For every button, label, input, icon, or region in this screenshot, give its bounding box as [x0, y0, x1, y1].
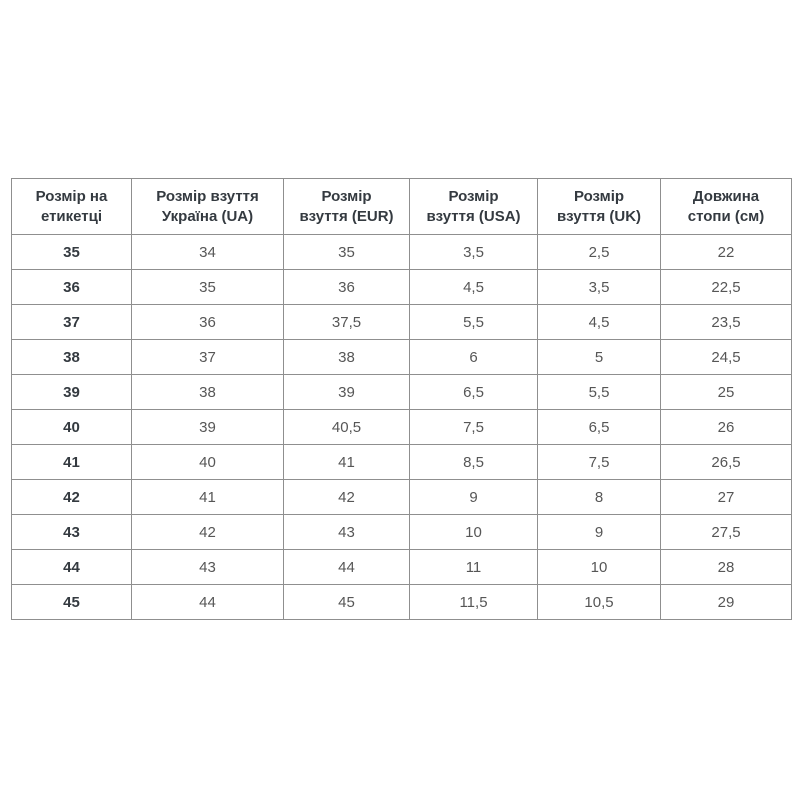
shoe-size-table — [11, 178, 792, 620]
label-size-cell: 45 — [12, 585, 132, 620]
column-header-line2: Україна (UA) — [161, 207, 254, 225]
column-header — [284, 179, 410, 235]
size-value-cell: 5 — [538, 340, 661, 375]
column-header-line2: стопи (см) — [687, 207, 765, 225]
table-row — [12, 305, 792, 340]
size-value-cell: 6,5 — [538, 410, 661, 445]
column-header-line1: Розмір — [448, 188, 499, 205]
size-value-cell: 3,5 — [410, 235, 538, 270]
size-value-cell: 26,5 — [661, 445, 792, 480]
size-value-cell: 41 — [284, 445, 410, 480]
size-value-cell: 6,5 — [410, 375, 538, 410]
column-header-line1: Розмір — [573, 188, 625, 205]
table-row — [12, 270, 792, 305]
table-row — [12, 445, 792, 480]
size-value-cell: 22 — [661, 235, 792, 270]
size-value-cell: 39 — [284, 375, 410, 410]
size-value-cell: 41 — [132, 480, 284, 515]
label-size-cell: 36 — [12, 270, 132, 305]
size-value-cell: 38 — [132, 375, 284, 410]
size-value-cell: 28 — [661, 550, 792, 585]
label-size-cell: 38 — [12, 340, 132, 375]
table-row — [12, 340, 792, 375]
size-value-cell: 44 — [132, 585, 284, 620]
label-size-cell: 41 — [12, 445, 132, 480]
table-row — [12, 515, 792, 550]
size-value-cell: 9 — [538, 515, 661, 550]
column-header — [132, 179, 284, 235]
size-value-cell: 43 — [284, 515, 410, 550]
size-value-cell: 40 — [132, 445, 284, 480]
size-value-cell: 11 — [410, 550, 538, 585]
size-value-cell: 37 — [132, 340, 284, 375]
label-size-cell: 44 — [12, 550, 132, 585]
size-value-cell: 6 — [410, 340, 538, 375]
size-table-head — [12, 179, 792, 235]
size-value-cell: 25 — [661, 375, 792, 410]
size-value-cell: 24,5 — [661, 340, 792, 375]
size-value-cell: 44 — [284, 550, 410, 585]
size-value-cell: 2,5 — [538, 235, 661, 270]
size-value-cell: 7,5 — [410, 410, 538, 445]
column-header — [661, 179, 792, 235]
column-header-line1: Розмір — [321, 188, 372, 205]
size-value-cell: 22,5 — [661, 270, 792, 305]
label-size-cell: 37 — [12, 305, 132, 340]
column-header — [538, 179, 661, 235]
size-value-cell: 10 — [410, 515, 538, 550]
label-size-cell: 35 — [12, 235, 132, 270]
size-value-cell: 40,5 — [284, 410, 410, 445]
column-header-line2: взуття (EUR) — [299, 207, 394, 225]
column-header-line1: Розмір на — [35, 188, 108, 205]
column-header-line1: Розмір взуття — [156, 188, 259, 205]
size-value-cell: 36 — [284, 270, 410, 305]
size-value-cell: 34 — [132, 235, 284, 270]
size-value-cell: 43 — [132, 550, 284, 585]
size-value-cell: 10 — [538, 550, 661, 585]
size-value-cell: 39 — [132, 410, 284, 445]
table-row — [12, 550, 792, 585]
table-row — [12, 375, 792, 410]
header-row — [12, 179, 792, 235]
size-value-cell: 7,5 — [538, 445, 661, 480]
shoe-size-table-container — [11, 178, 792, 620]
size-value-cell: 35 — [284, 235, 410, 270]
size-value-cell: 36 — [132, 305, 284, 340]
size-value-cell: 8,5 — [410, 445, 538, 480]
size-value-cell: 8 — [538, 480, 661, 515]
size-value-cell: 45 — [284, 585, 410, 620]
size-value-cell: 27 — [661, 480, 792, 515]
table-row — [12, 585, 792, 620]
label-size-cell: 42 — [12, 480, 132, 515]
size-value-cell: 26 — [661, 410, 792, 445]
size-value-cell: 5,5 — [410, 305, 538, 340]
table-row — [12, 480, 792, 515]
size-value-cell: 29 — [661, 585, 792, 620]
label-size-cell: 40 — [12, 410, 132, 445]
column-header-line2: етикетці — [40, 207, 103, 225]
size-value-cell: 35 — [132, 270, 284, 305]
column-header-line1: Довжина — [692, 188, 760, 205]
size-value-cell: 27,5 — [661, 515, 792, 550]
size-value-cell: 37,5 — [284, 305, 410, 340]
size-value-cell: 42 — [132, 515, 284, 550]
size-value-cell: 11,5 — [410, 585, 538, 620]
size-value-cell: 9 — [410, 480, 538, 515]
size-value-cell: 4,5 — [410, 270, 538, 305]
column-header — [410, 179, 538, 235]
label-size-cell: 43 — [12, 515, 132, 550]
table-row — [12, 410, 792, 445]
size-value-cell: 42 — [284, 480, 410, 515]
size-value-cell: 4,5 — [538, 305, 661, 340]
column-header-line2: взуття (UK) — [556, 207, 642, 225]
size-value-cell: 5,5 — [538, 375, 661, 410]
size-table-body — [12, 235, 792, 620]
size-value-cell: 23,5 — [661, 305, 792, 340]
table-row — [12, 235, 792, 270]
size-value-cell: 10,5 — [538, 585, 661, 620]
size-value-cell: 3,5 — [538, 270, 661, 305]
column-header-line2: взуття (USA) — [426, 207, 521, 225]
label-size-cell: 39 — [12, 375, 132, 410]
column-header — [12, 179, 132, 235]
size-value-cell: 38 — [284, 340, 410, 375]
